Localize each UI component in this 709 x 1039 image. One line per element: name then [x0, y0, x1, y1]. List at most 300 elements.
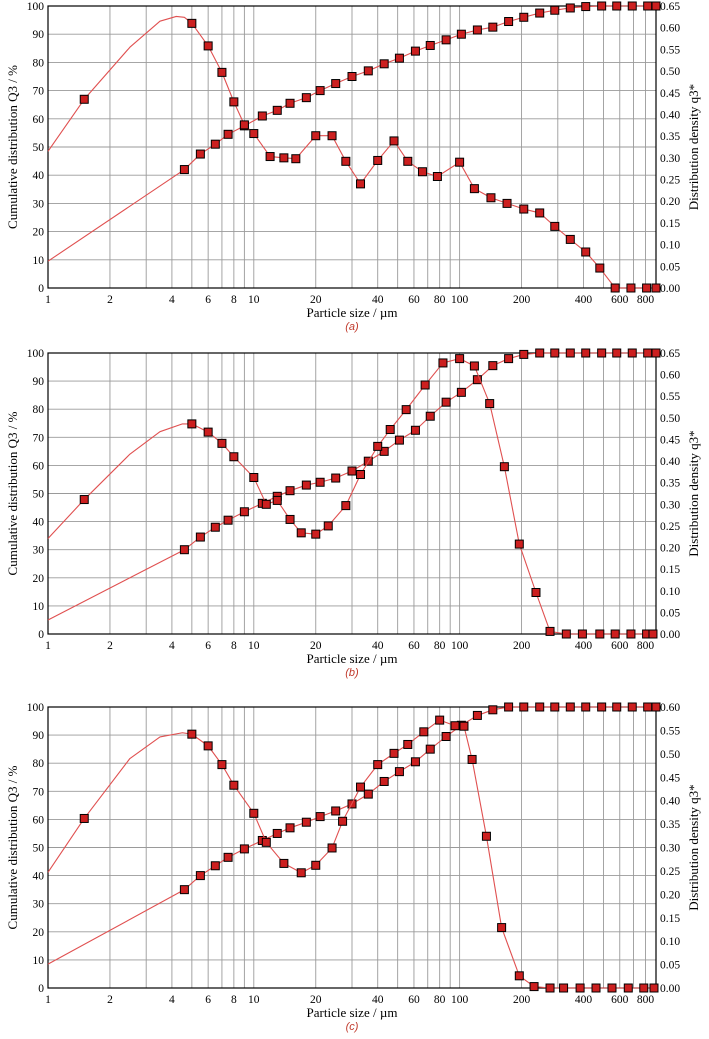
data-point [624, 984, 632, 992]
data-point [211, 140, 219, 148]
y-left-tick-label: 10 [32, 254, 44, 267]
data-point [426, 41, 434, 49]
data-point [505, 355, 513, 363]
y-left-tick-label: 40 [32, 516, 44, 529]
data-point [473, 26, 481, 34]
data-point [286, 487, 294, 495]
data-point [598, 703, 606, 711]
y-right-tick-label: 0.10 [660, 936, 681, 949]
data-point [374, 761, 382, 769]
data-point [218, 439, 226, 447]
data-point [312, 861, 320, 869]
data-point [218, 68, 226, 76]
data-point [582, 248, 590, 256]
data-point [180, 886, 188, 894]
data-point [316, 813, 324, 821]
y-right-tick-label: 0.30 [660, 152, 681, 165]
x-tick-label: 400 [574, 640, 593, 652]
x-tick-label: 200 [512, 994, 531, 1006]
data-point [342, 157, 350, 165]
x-tick-label: 2 [107, 994, 113, 1006]
data-point [404, 740, 412, 748]
data-point [566, 349, 574, 357]
data-point [230, 453, 238, 461]
data-point [652, 284, 660, 292]
data-point [411, 426, 419, 434]
data-point [613, 703, 621, 711]
x-tick-label: 20 [310, 294, 322, 306]
data-point [240, 121, 248, 129]
data-point [598, 349, 606, 357]
y-left-tick-label: 100 [26, 702, 44, 714]
data-point [273, 106, 281, 114]
y-right-tick-label: 0.05 [660, 607, 681, 620]
data-point [439, 359, 447, 367]
cumulative-series [48, 703, 660, 964]
data-point [273, 496, 281, 504]
data-point [266, 153, 274, 161]
data-point [515, 540, 523, 548]
x-tick-label: 4 [169, 994, 175, 1006]
y-right-tick-label: 0.60 [660, 369, 681, 382]
data-point [596, 630, 604, 638]
y-right-tick-label: 0.55 [660, 391, 681, 404]
data-point [312, 132, 320, 140]
y-left-tick-label: 50 [32, 142, 44, 154]
data-point [442, 398, 450, 406]
data-point [316, 87, 324, 95]
data-point [204, 42, 212, 50]
y-left-tick-label: 100 [26, 348, 44, 360]
y-left-tick-label: 80 [32, 758, 44, 771]
data-point [468, 755, 476, 763]
data-point [188, 420, 196, 428]
data-point [328, 132, 336, 140]
y-left-tick-label: 0 [38, 629, 44, 641]
y-left-tick-label: 0 [38, 983, 44, 995]
y-left-axis-ticks [27, 348, 45, 641]
data-point [404, 157, 412, 165]
data-point [224, 853, 232, 861]
y-left-tick-label: 10 [32, 600, 44, 613]
data-point [566, 235, 574, 243]
data-point [551, 222, 559, 230]
data-point [473, 711, 481, 719]
x-tick-label: 40 [371, 294, 384, 306]
data-point [460, 722, 468, 730]
y-right-tick-label: 0.00 [660, 629, 681, 641]
data-point [608, 984, 616, 992]
x-tick-label: 6 [205, 994, 212, 1006]
data-point [520, 703, 528, 711]
data-point [551, 6, 559, 14]
data-point [211, 862, 219, 870]
y-right-tick-label: 0.50 [660, 66, 681, 79]
data-point [628, 349, 636, 357]
y-left-tick-label: 90 [32, 29, 44, 42]
density-series [48, 16, 660, 292]
data-point [302, 818, 310, 826]
data-point [80, 496, 88, 504]
y-right-tick-label: 0.00 [660, 983, 681, 995]
x-tick-label: 200 [512, 294, 531, 306]
x-tick-label: 20 [310, 994, 322, 1006]
y-right-tick-label: 0.45 [660, 434, 681, 447]
data-point [536, 703, 544, 711]
data-point [342, 502, 350, 510]
y-left-tick-label: 30 [32, 898, 44, 911]
x-axis-title: Particle size / µm [306, 1005, 398, 1020]
grid-lines [48, 6, 656, 288]
data-point [644, 2, 652, 10]
x-tick-label: 4 [169, 294, 175, 306]
y-right-tick-label: 0.50 [660, 748, 681, 761]
y-left-tick-label: 100 [26, 1, 44, 13]
data-point [562, 630, 570, 638]
data-point [582, 703, 590, 711]
y-right-tick-label: 0.05 [660, 261, 681, 274]
y-right-tick-label: 0.00 [660, 283, 681, 295]
data-point [489, 706, 497, 714]
data-point [442, 36, 450, 44]
x-tick-label: 80 [433, 294, 446, 306]
data-point [188, 19, 196, 27]
data-point [380, 777, 388, 785]
data-point [611, 284, 619, 292]
y-left-tick-label: 20 [32, 572, 44, 585]
data-point [611, 630, 619, 638]
data-point [204, 742, 212, 750]
data-point [196, 150, 204, 158]
data-point [520, 13, 528, 21]
data-point [470, 362, 478, 370]
y-left-tick-label: 60 [32, 460, 44, 473]
data-point [652, 703, 660, 711]
data-point [364, 67, 372, 75]
y-left-axis-ticks [27, 702, 45, 995]
y-left-axis-title: Cumulative distribution Q3 / % [5, 65, 20, 229]
data-point [218, 761, 226, 769]
data-point [627, 284, 635, 292]
data-point [649, 630, 657, 638]
data-point [546, 627, 554, 635]
data-point [402, 406, 410, 414]
data-point [487, 194, 495, 202]
y-right-tick-label: 0.60 [660, 702, 681, 714]
data-point [592, 984, 600, 992]
data-point [566, 703, 574, 711]
data-point [451, 722, 459, 730]
data-point [332, 474, 340, 482]
x-tick-label: 60 [408, 294, 420, 306]
x-tick-label: 2 [107, 640, 113, 652]
y-left-tick-label: 40 [32, 870, 44, 883]
data-point [262, 500, 270, 508]
x-tick-label: 600 [611, 294, 629, 306]
y-left-tick-label: 20 [32, 926, 44, 939]
data-point [258, 112, 266, 120]
y-left-tick-label: 80 [32, 57, 44, 70]
x-tick-label: 200 [512, 640, 531, 652]
data-point [357, 783, 365, 791]
y-right-tick-label: 0.45 [660, 772, 681, 785]
y-right-tick-label: 0.55 [660, 44, 681, 57]
y-left-tick-label: 30 [32, 544, 44, 557]
data-point [426, 412, 434, 420]
data-point [640, 984, 648, 992]
y-left-tick-label: 50 [32, 842, 44, 855]
y-right-tick-label: 0.20 [660, 196, 681, 209]
data-point [433, 173, 441, 181]
x-tick-label: 80 [433, 640, 446, 652]
y-right-tick-label: 0.35 [660, 477, 681, 490]
data-point [250, 809, 258, 817]
data-point [457, 388, 465, 396]
x-tick-label: 4 [169, 640, 175, 652]
y-left-tick-label: 30 [32, 198, 44, 211]
y-right-tick-label: 0.05 [660, 959, 681, 972]
data-point [332, 80, 340, 88]
data-point [560, 984, 568, 992]
panel-label: (b) [345, 667, 359, 679]
data-point [357, 470, 365, 478]
data-point [250, 130, 258, 138]
data-point [489, 23, 497, 31]
data-point [286, 99, 294, 107]
data-point [80, 814, 88, 822]
y-right-tick-label: 0.25 [660, 174, 681, 187]
y-left-tick-label: 90 [32, 730, 44, 743]
x-tick-label: 600 [611, 640, 629, 652]
data-point [316, 478, 324, 486]
y-left-tick-label: 70 [32, 85, 44, 98]
data-point [374, 156, 382, 164]
data-point [456, 158, 464, 166]
grid-lines [48, 707, 656, 988]
x-tick-label: 800 [636, 294, 655, 306]
x-tick-label: 40 [371, 994, 384, 1006]
x-tick-label: 8 [230, 994, 237, 1006]
data-point [395, 54, 403, 62]
y-left-tick-label: 50 [32, 488, 44, 501]
x-tick-label: 100 [450, 294, 469, 306]
data-point [180, 546, 188, 554]
data-point [390, 137, 398, 145]
series-line [48, 359, 653, 634]
data-point [230, 781, 238, 789]
y-right-tick-label: 0.25 [660, 865, 681, 878]
x-tick-label: 8 [230, 640, 237, 652]
data-point [505, 703, 513, 711]
data-point [596, 264, 604, 272]
y-left-axis-title: Cumulative distribution Q3 / % [5, 411, 20, 576]
data-point [420, 728, 428, 736]
data-point [80, 95, 88, 103]
y-right-tick-label: 0.35 [660, 131, 681, 144]
data-point [627, 630, 635, 638]
data-point [456, 355, 464, 363]
data-point [286, 515, 294, 523]
data-point [582, 3, 590, 11]
x-tick-label: 20 [310, 640, 322, 652]
data-point [613, 2, 621, 10]
data-point [273, 829, 281, 837]
data-point [324, 522, 332, 530]
data-point [286, 824, 294, 832]
data-point [302, 94, 310, 102]
x-axis-title: Particle size / µm [306, 305, 398, 320]
data-point [566, 4, 574, 12]
data-point [536, 9, 544, 17]
y-right-tick-label: 0.10 [660, 239, 681, 252]
y-right-tick-label: 0.20 [660, 889, 681, 902]
data-point [374, 442, 382, 450]
y-right-tick-label: 0.25 [660, 520, 681, 533]
y-right-tick-label: 0.30 [660, 842, 681, 855]
x-tick-label: 8 [230, 294, 237, 306]
data-point [297, 529, 305, 537]
data-point [628, 703, 636, 711]
y-right-axis-ticks [660, 702, 680, 995]
y-left-tick-label: 10 [32, 954, 44, 967]
data-point [224, 516, 232, 524]
data-point [652, 349, 660, 357]
data-point [421, 381, 429, 389]
x-tick-label: 1 [45, 640, 51, 652]
panel-label: (a) [345, 321, 359, 333]
data-point [436, 716, 444, 724]
y-left-tick-label: 0 [38, 283, 44, 295]
y-right-tick-label: 0.45 [660, 87, 681, 100]
data-point [262, 838, 270, 846]
data-point [380, 60, 388, 68]
density-series [48, 355, 657, 638]
y-left-tick-label: 90 [32, 376, 44, 389]
data-point [551, 703, 559, 711]
data-point [644, 349, 652, 357]
data-point [180, 166, 188, 174]
data-point [644, 703, 652, 711]
x-tick-label: 100 [450, 640, 469, 652]
y-left-axis-title: Cumulative distribution Q3 / % [5, 765, 20, 930]
data-point [652, 2, 660, 10]
data-point [411, 47, 419, 55]
x-tick-label: 60 [408, 640, 420, 652]
y-right-tick-label: 0.65 [660, 1, 681, 13]
y-left-tick-label: 40 [32, 170, 44, 183]
data-point [546, 984, 554, 992]
data-point [297, 869, 305, 877]
data-point [489, 362, 497, 370]
y-right-axis-ticks [660, 1, 680, 295]
panel-2 [5, 348, 701, 679]
y-right-tick-label: 0.15 [660, 912, 681, 925]
y-right-axis-title: Distribution density q3* [686, 430, 701, 557]
x-tick-label: 1 [45, 994, 51, 1006]
x-tick-label: 80 [433, 994, 446, 1006]
y-right-tick-label: 0.20 [660, 542, 681, 555]
data-point [411, 758, 419, 766]
x-tick-label: 800 [636, 994, 655, 1006]
data-point [500, 463, 508, 471]
x-tick-label: 10 [248, 294, 260, 306]
panel-3 [5, 702, 701, 1033]
y-right-tick-label: 0.40 [660, 456, 681, 469]
y-right-tick-label: 0.10 [660, 585, 681, 598]
data-point [357, 180, 365, 188]
data-point [292, 155, 300, 163]
y-right-tick-label: 0.30 [660, 499, 681, 512]
x-tick-label: 400 [574, 294, 593, 306]
data-point [520, 205, 528, 213]
data-point [386, 426, 394, 434]
y-left-tick-label: 70 [32, 786, 44, 799]
data-point [536, 209, 544, 217]
data-point [204, 428, 212, 436]
data-point [551, 349, 559, 357]
data-point [598, 2, 606, 10]
data-point [230, 98, 238, 106]
x-tick-label: 1 [45, 294, 51, 306]
data-point [312, 530, 320, 538]
y-right-axis-title: Distribution density q3* [686, 83, 701, 211]
data-point [650, 984, 658, 992]
x-tick-label: 400 [574, 994, 593, 1006]
data-point [280, 154, 288, 162]
panel-label: (c) [345, 1021, 359, 1033]
data-point [328, 844, 336, 852]
cumulative-series [48, 349, 660, 620]
data-point [515, 972, 523, 980]
data-point [520, 350, 528, 358]
data-point [211, 523, 219, 531]
y-right-tick-label: 0.50 [660, 412, 681, 425]
x-axis-title: Particle size / µm [306, 651, 398, 666]
y-right-axis-title: Distribution density q3* [686, 784, 701, 911]
data-point [395, 436, 403, 444]
y-left-tick-label: 60 [32, 113, 44, 126]
data-point [498, 924, 506, 932]
data-point [628, 2, 636, 10]
density-series [48, 716, 658, 992]
panel-1 [5, 1, 701, 333]
x-tick-label: 6 [205, 640, 212, 652]
data-point [302, 481, 310, 489]
y-left-tick-label: 70 [32, 432, 44, 445]
data-point [348, 73, 356, 81]
y-right-tick-label: 0.40 [660, 109, 681, 122]
data-point [457, 30, 465, 38]
y-right-tick-label: 0.15 [660, 564, 681, 577]
data-point [240, 508, 248, 516]
data-point [532, 588, 540, 596]
x-tick-label: 10 [248, 994, 260, 1006]
data-point [470, 185, 478, 193]
y-left-tick-label: 20 [32, 226, 44, 239]
data-point [530, 983, 538, 991]
data-point [339, 817, 347, 825]
x-tick-label: 2 [107, 294, 113, 306]
data-point [188, 730, 196, 738]
x-tick-label: 10 [248, 640, 260, 652]
data-point [442, 733, 450, 741]
data-point [390, 749, 398, 757]
x-tick-label: 60 [408, 994, 420, 1006]
x-tick-label: 40 [371, 640, 384, 652]
x-tick-label: 800 [636, 640, 655, 652]
data-point [348, 467, 356, 475]
y-right-axis-ticks [660, 348, 680, 641]
